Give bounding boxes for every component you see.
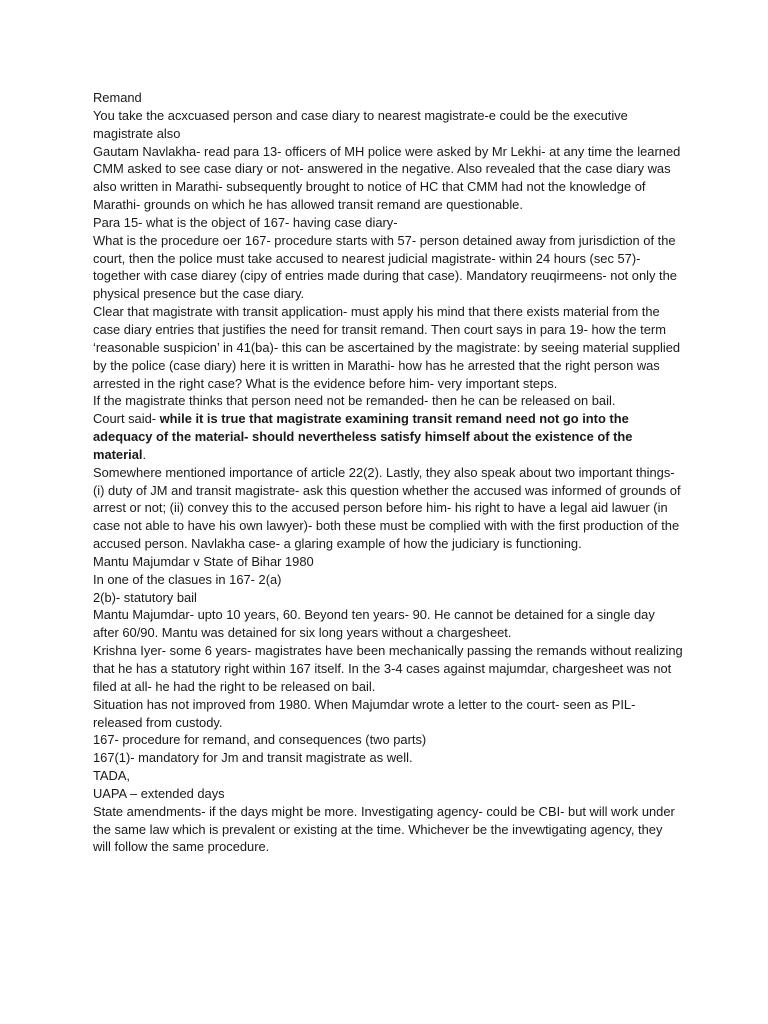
case-title: Mantu Majumdar v State of Bihar 1980 — [93, 553, 314, 569]
paragraph: 167(1)- mandatory for Jm and transit magistrate as well. — [93, 750, 413, 766]
court-said-lead: Court said- — [93, 411, 160, 427]
court-said-paragraph — [93, 410, 683, 464]
paragraph: Situation has not improved from 1980. When Majumdar wrote a letter to the court- seen as PIL- released from custody. — [93, 696, 636, 730]
paragraph: 167- procedure for remand, and consequences (two parts) — [93, 732, 427, 748]
paragraph: Para 15- what is the object of 167- having case diary- — [93, 214, 398, 230]
paragraph: 2(b)- statutory bail — [93, 589, 197, 605]
paragraph: Krishna Iyer- some 6 years- magistrates have been mechanically passing the remands without realizing that he has a statutory right within 167 itself. In the 3-4 cases against majumdar, chargesheet was not filed at all- he had the right to be released on bail. — [93, 643, 683, 694]
paragraph: UAPA – extended days — [93, 785, 225, 801]
paragraph: You take the acxcuased person and case diary to nearest magistrate-e could be the executive magistrate also — [93, 107, 628, 141]
document-body — [93, 89, 683, 856]
court-said-tail: . — [142, 446, 147, 462]
paragraph: Somewhere mentioned importance of article 22(2). Lastly, they also speak about two important things- (i) duty of JM and transit magistrate- ask this question whether the accused was informed of grounds of arrest or not; (ii) convey this to the accused person before him- his right to have a legal aid lawuer (in case not able to have his own lawyer)- both these must be complied with with the first production of the accused person. Navlakha case- a glaring example of how the judiciary is functioning. — [93, 464, 681, 552]
paragraph: TADA, — [93, 768, 131, 784]
paragraph: Gautam Navlakha- read para 13- officers of MH police were asked by Mr Lekhi- at any time the learned CMM asked to see case diary or not- answered in the negative. Also revealed that the case diary was also written in Marathi- subsequently brought to notice of HC that CMM had not the knowledge of Marathi- grounds on which he has allowed transit remand are questionable. — [93, 143, 681, 213]
paragraph: What is the procedure oer 167- procedure starts with 57- person detained away from jurisdiction of the court, then the police must take accused to nearest judicial magistrate- within 24 hours (sec 57)- together with case diarey (cipy of entries made during that case). Mandatory reuqirmeens- not only the physical presence but the case diary. — [93, 232, 677, 302]
paragraph: Mantu Majumdar- upto 10 years, 60. Beyond ten years- 90. He cannot be detained for a single day after 60/90. Mantu was detained for six long years without a chargesheet. — [93, 607, 655, 641]
paragraph: Clear that magistrate with transit application- must apply his mind that there exists material from the case diary entries that justifies the need for transit remand. Then court says in para 19- how the term ‘reasonable suspicion’ in 41(ba)- this can be ascertained by the magistrate: by seeing material supplied by the police (case diary) here it is written in Marathi- how has he arrested that the right person was arrested in the right case? What is the evidence before him- very important steps. — [93, 304, 681, 391]
paragraph: If the magistrate thinks that person need not be remanded- then he can be released on bail. — [93, 393, 616, 409]
paragraph: In one of the clasues in 167- 2(a) — [93, 571, 282, 587]
paragraph: State amendments- if the days might be more. Investigating agency- could be CBI- but will work under the same law which is prevalent or existing at the time. Whichever be the invewtigating agency, they will follow the same procedure. — [93, 803, 675, 855]
heading-remand: Remand — [93, 90, 142, 105]
court-said-bold-quote: while it is true that magistrate examining transit remand need not go into the adequacy of the material- should nevertheless satisfy himself about the existence of the material — [93, 411, 633, 462]
